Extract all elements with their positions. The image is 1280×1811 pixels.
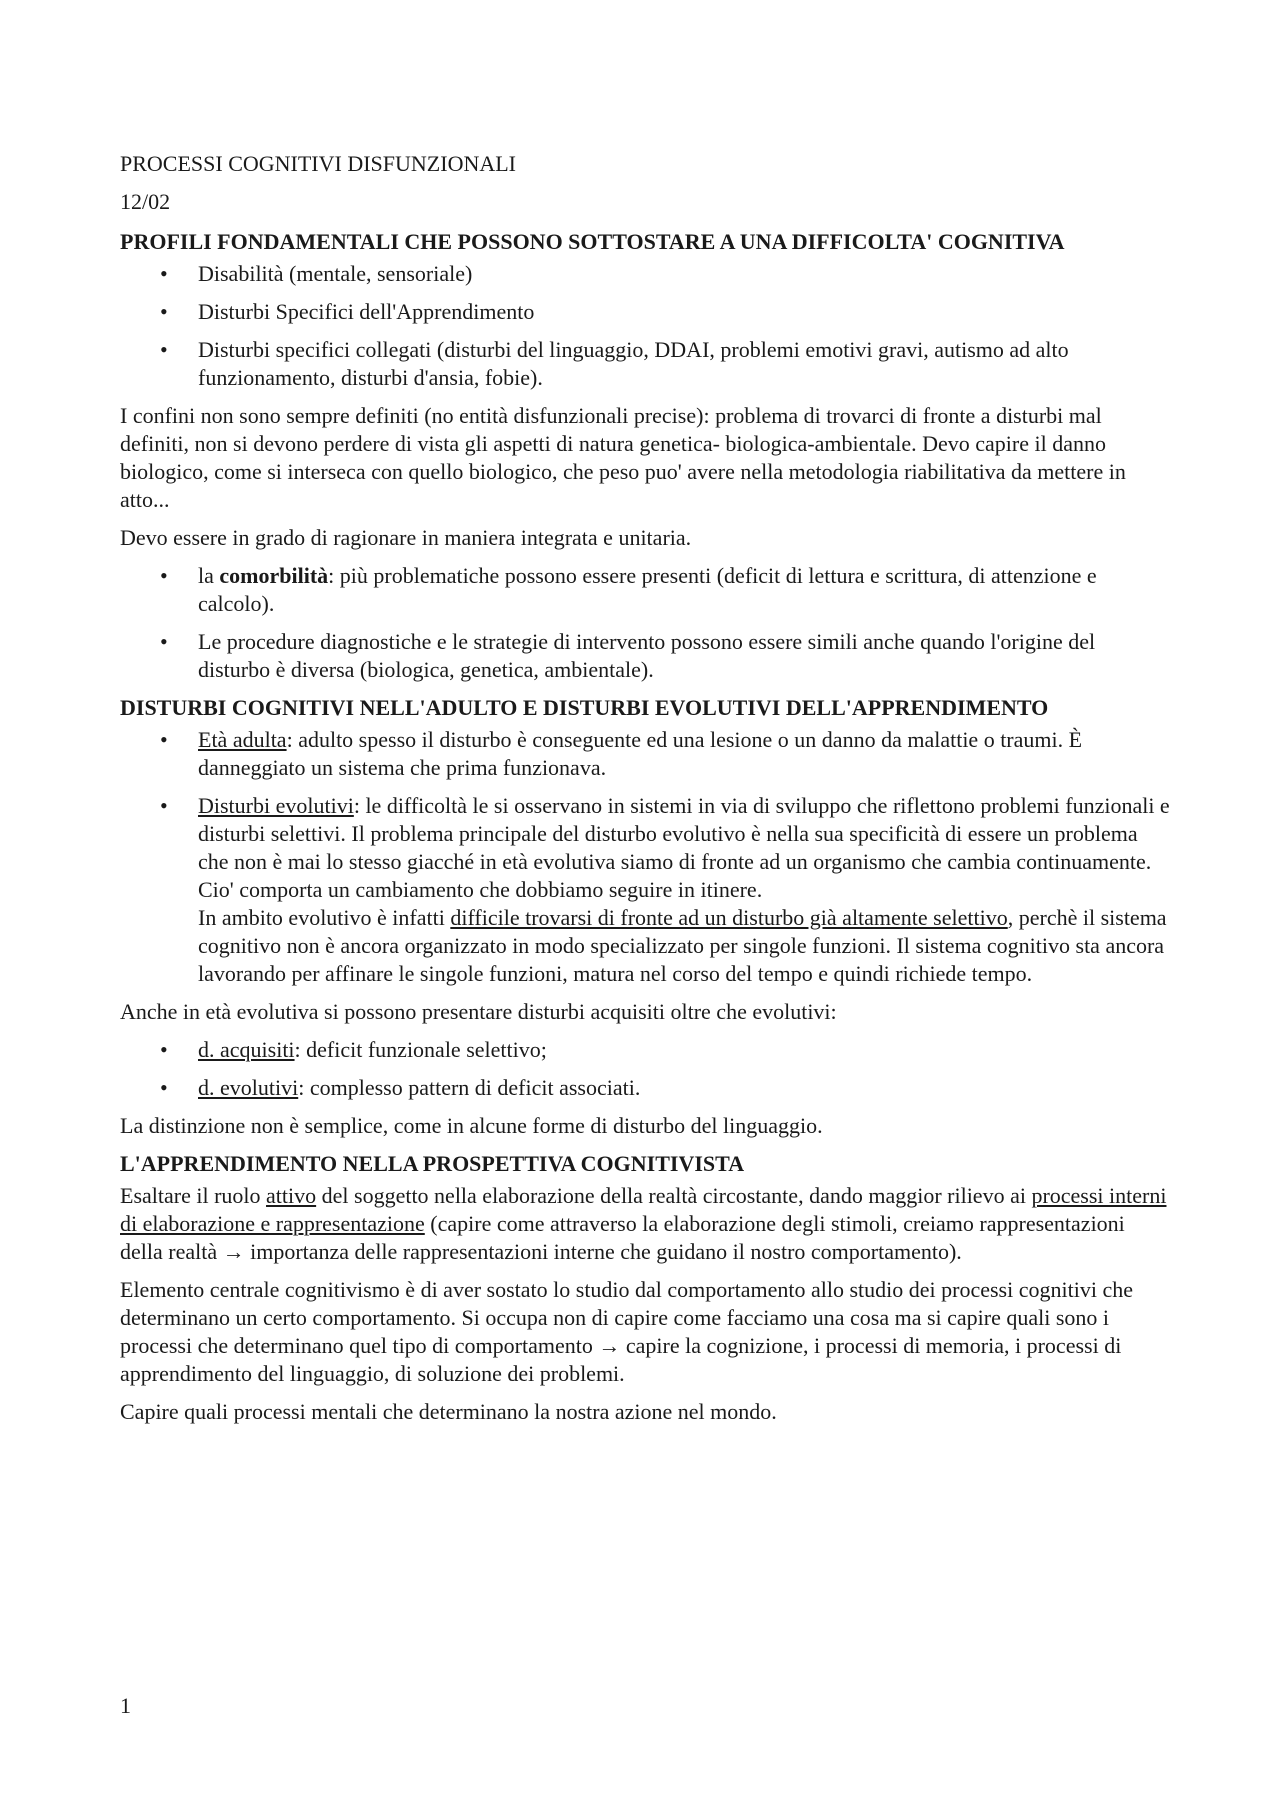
bullet-icon: • (160, 299, 168, 324)
list-item-text: Le procedure diagnostiche e le strategie di intervento possono essere simili anche quando l'origine del disturbo è diversa (biologica, genetica, ambientale). (198, 629, 1096, 682)
list-item-text (198, 727, 1082, 780)
list-item (120, 298, 1170, 326)
paragraph-capire: Capire quali processi mentali che determinano la nostra azione nel mondo. (120, 1399, 777, 1424)
bullet-icon: • (160, 629, 168, 654)
list-item-text: Disabilità (mentale, sensoriale) (198, 261, 473, 286)
bullet-icon: • (160, 1037, 168, 1062)
list-item-text (198, 793, 1170, 986)
paragraph-confini: I confini non sono sempre definiti (no entità disfunzionali precise): problema di trovarci di fronte a disturbi mal definiti, non si devono perdere di vista gli aspetti di natura genetica- biologica-ambientale. Devo capire il danno biologico, come si interseca con quello biologico, che peso puo' avere nella metodologia riabilitativa da mettere in atto... (120, 403, 1126, 512)
bullet-icon: • (160, 337, 168, 362)
paragraph-acquisiti: Anche in età evolutiva si possono presentare disturbi acquisiti oltre che evolutivi: (120, 999, 837, 1024)
document-title: PROCESSI COGNITIVI DISFUNZIONALI (120, 151, 516, 176)
bullet-icon: • (160, 727, 168, 752)
acquisiti-list (120, 1036, 1170, 1102)
list-item (120, 1036, 1170, 1064)
list-item (120, 336, 1170, 392)
bullet-icon: • (160, 261, 168, 286)
text-fragment: : più problematiche possono essere presenti (deficit di lettura e scrittura, di attenzione e calcolo). (198, 563, 1097, 616)
text-fragment: , perchè il sistema cognitivo non è ancora organizzato in modo specializzato per singole funzioni. Il sistema cognitivo sta ancora lavorando per affinare le singole funzioni, matura nel corso del tempo e quindi richiede tempo. (198, 905, 1167, 986)
comorbidity-list (120, 562, 1170, 684)
bullet-icon: • (160, 1075, 168, 1100)
text-fragment: : deficit funzionale selettivo; (294, 1037, 547, 1062)
paragraph-distinzione: La distinzione non è semplice, come in alcune forme di disturbo del linguaggio. (120, 1113, 823, 1138)
underlined-phrase: attivo (266, 1183, 317, 1208)
list-item (120, 792, 1170, 988)
text-fragment: : adulto spesso il disturbo è conseguente ed una lesione o un danno da malattie o traumi. È danneggiato un sistema che prima funzionava. (198, 727, 1083, 780)
profili-list (120, 260, 1170, 392)
section-heading-cognitivista: L'APPRENDIMENTO NELLA PROSPETTIVA COGNITIVISTA (120, 1151, 745, 1176)
list-item-text (198, 1075, 640, 1100)
paragraph-esaltare (120, 1182, 1170, 1266)
term-comorbidita: comorbilità (219, 563, 329, 588)
paragraph-elemento-centrale: Elemento centrale cognitivismo è di aver sostato lo studio dal comportamento allo studio dei processi cognitivi che determinano un certo comportamento. Si occupa non di capire come facciamo una cosa ma si capire quali sono i processi che determinano quel tipo di comportamento → capire la cognizione, i processi di memoria, i processi di apprendimento del linguaggio, di soluzione dei problemi. (120, 1277, 1133, 1386)
list-item (120, 1074, 1170, 1102)
list-item (120, 260, 1170, 288)
term-eta-adulta: Età adulta (198, 727, 287, 752)
document-date: 12/02 (120, 189, 171, 214)
list-item-text (198, 563, 1097, 616)
section-heading-disturbi: DISTURBI COGNITIVI NELL'ADULTO E DISTURBI EVOLUTIVI DELL'APPRENDIMENTO (120, 695, 1049, 720)
bullet-icon: • (160, 563, 168, 588)
text-fragment: : le difficoltà le si osservano in sistemi in via di sviluppo che riflettono problemi funzionali e disturbi selettivi. Il problema principale del disturbo evolutivo è nella sua specificità di essere un problema che non è mai lo stesso giacché in età evolutiva siamo di fronte ad un organismo che cambia continuamente. Cio' comporta un cambiamento che dobbiamo seguire in itinere. (198, 793, 1170, 902)
term-acquisiti: d. acquisiti (198, 1037, 295, 1062)
list-item (120, 628, 1170, 684)
bullet-icon: • (160, 793, 168, 818)
underlined-phrase: difficile trovarsi di fronte ad un disturbo già altamente selettivo (450, 905, 1008, 930)
term-evolutivi: d. evolutivi (198, 1075, 299, 1100)
list-item-text (198, 1037, 547, 1062)
list-item-text: Disturbi specifici collegati (disturbi del linguaggio, DDAI, problemi emotivi gravi, autismo ad alto funzionamento, disturbi d'ansia, fobie). (198, 337, 1069, 390)
term-disturbi-evolutivi: Disturbi evolutivi (198, 793, 354, 818)
page-number: 1 (120, 1693, 131, 1718)
document-page (120, 150, 1170, 1436)
disturbi-list (120, 726, 1170, 988)
text-fragment: del soggetto nella elaborazione della realtà circostante, dando maggior rilievo ai (316, 1183, 1032, 1208)
text-fragment: In ambito evolutivo è infatti (198, 905, 451, 930)
paragraph-ragionare: Devo essere in grado di ragionare in maniera integrata e unitaria. (120, 525, 692, 550)
text-fragment: : complesso pattern di deficit associati. (298, 1075, 641, 1100)
text-fragment: Esaltare il ruolo (120, 1183, 267, 1208)
list-item-text: Disturbi Specifici dell'Apprendimento (198, 299, 535, 324)
section-heading-profili: PROFILI FONDAMENTALI CHE POSSONO SOTTOSTARE A UNA DIFFICOLTA' COGNITIVA (120, 229, 1065, 254)
list-item (120, 562, 1170, 618)
text-fragment: (capire come attraverso la elaborazione degli stimoli, creiamo rappresentazioni della realtà → importanza delle rappresentazioni interne che guidano il nostro comportamento). (120, 1211, 1125, 1264)
list-item (120, 726, 1170, 782)
text-fragment: la (198, 563, 220, 588)
underlined-phrase: processi interni di elaborazione e rappresentazione (120, 1183, 1167, 1236)
